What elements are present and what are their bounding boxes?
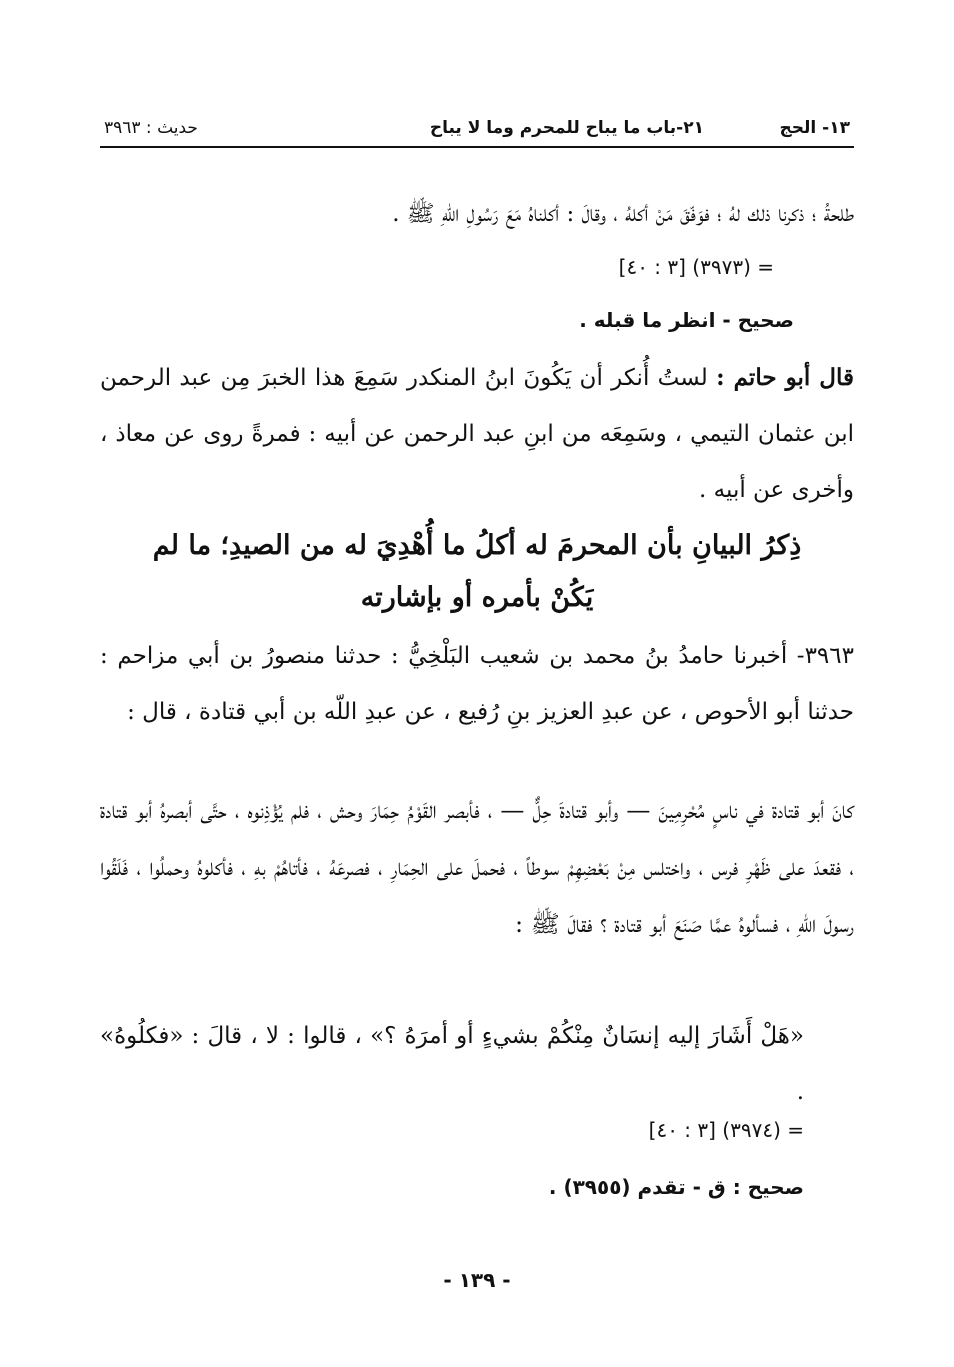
hadith-isnad: ٣٩٦٣- أخبرنا حامدُ بنُ محمد بن شعيب البَلْخِيُّ : حدثنا منصورُ بن أبي مزاحم : حدثنا أبو الأحوص ، عن عبدِ العزيز بنِ رُفيع ، عن عبدِ اللّه بن أبي قتادة ، قال : — [100, 643, 854, 725]
header-section: ٢١-باب ما يباح للمحرم وما لا يباح — [429, 118, 704, 138]
comment-text: لستُ أُنكر أن يَكُونَ ابنُ المنكدر سَمِعَ هذا الخبرَ مِن عبد الرحمن ابن عثمان التيمي ، وسَمِعَه من ابنِ عبد الرحمن عن أبيه : فمرةً روى عن معاذ ، وأخرى عن أبيه . — [100, 365, 854, 503]
scholar-comment — [100, 350, 854, 518]
hadith-ref: = (٣٩٧٤) [٣ : ٤٠] — [648, 1118, 804, 1142]
prev-hadith-ref: = (٣٩٧٣) [٣ : ٤٠] — [618, 255, 774, 279]
header-chapter: ١٣- الحج — [779, 118, 850, 138]
header-hadith-ref: حديث : ٣٩٦٣ — [104, 118, 198, 138]
chapter-heading-line2: يَكُنْ بأمره أو بإشارته — [360, 582, 594, 613]
prev-hadith-text: طلحةُ ؛ ذكرنا ذلك لهُ ؛ فوَفّقَ مَنْ أكلهُ ، وقالَ : أكلناهُ مَعَ رَسُولِ اللّهِ ﷺ . — [392, 201, 854, 227]
hadith-matn: كانَ أبو قتادة في ناسٍ مُحْرِمِينَ — وأبو قتادةَ حِلٌّ — ، فأبصر القَوْمُ حِمَارَ وحش ، فلم يُؤْذِنوه ، حتَّى أبصرهُ أبو قتادة ، فقعدَ على ظَهْرِ فرس ، واختلس مِنْ بَعْضِهِمْ سوطاً ، فحملَ على الحِمَارِ ، فصرعَهُ ، فأتاهُمْ بهِ ، فأكلوهُ وحملُوا ، فَلَقُوا رسولَ اللّهِ ، فسألوهُ عمَّا صَنَعَ أبو قتادة ؟ فقالَ ﷺ : — [100, 796, 854, 938]
chapter-heading-line1: ذِكرُ البيانِ بأن المحرمَ له أكلُ ما أُهْدِيَ له من الصيدِ؛ ما لم — [152, 530, 802, 561]
prophet-quote: «هَلْ أَشَارَ إليه إنسَانٌ مِنْكُمْ بشيءٍ أو أمرَهُ ؟» ، قالوا : لا ، قالَ : «فكلُوهُ» . — [100, 1023, 804, 1105]
running-header — [100, 110, 854, 148]
comment-speaker: قال أبو حاتم : — [716, 364, 854, 391]
page-number: - ١٣٩ - — [443, 1268, 511, 1292]
prev-hadith-grade: صحيح - انظر ما قبله . — [579, 308, 794, 332]
hadith-grade: صحيح : ق - تقدم (٣٩٥٥) . — [548, 1175, 804, 1199]
